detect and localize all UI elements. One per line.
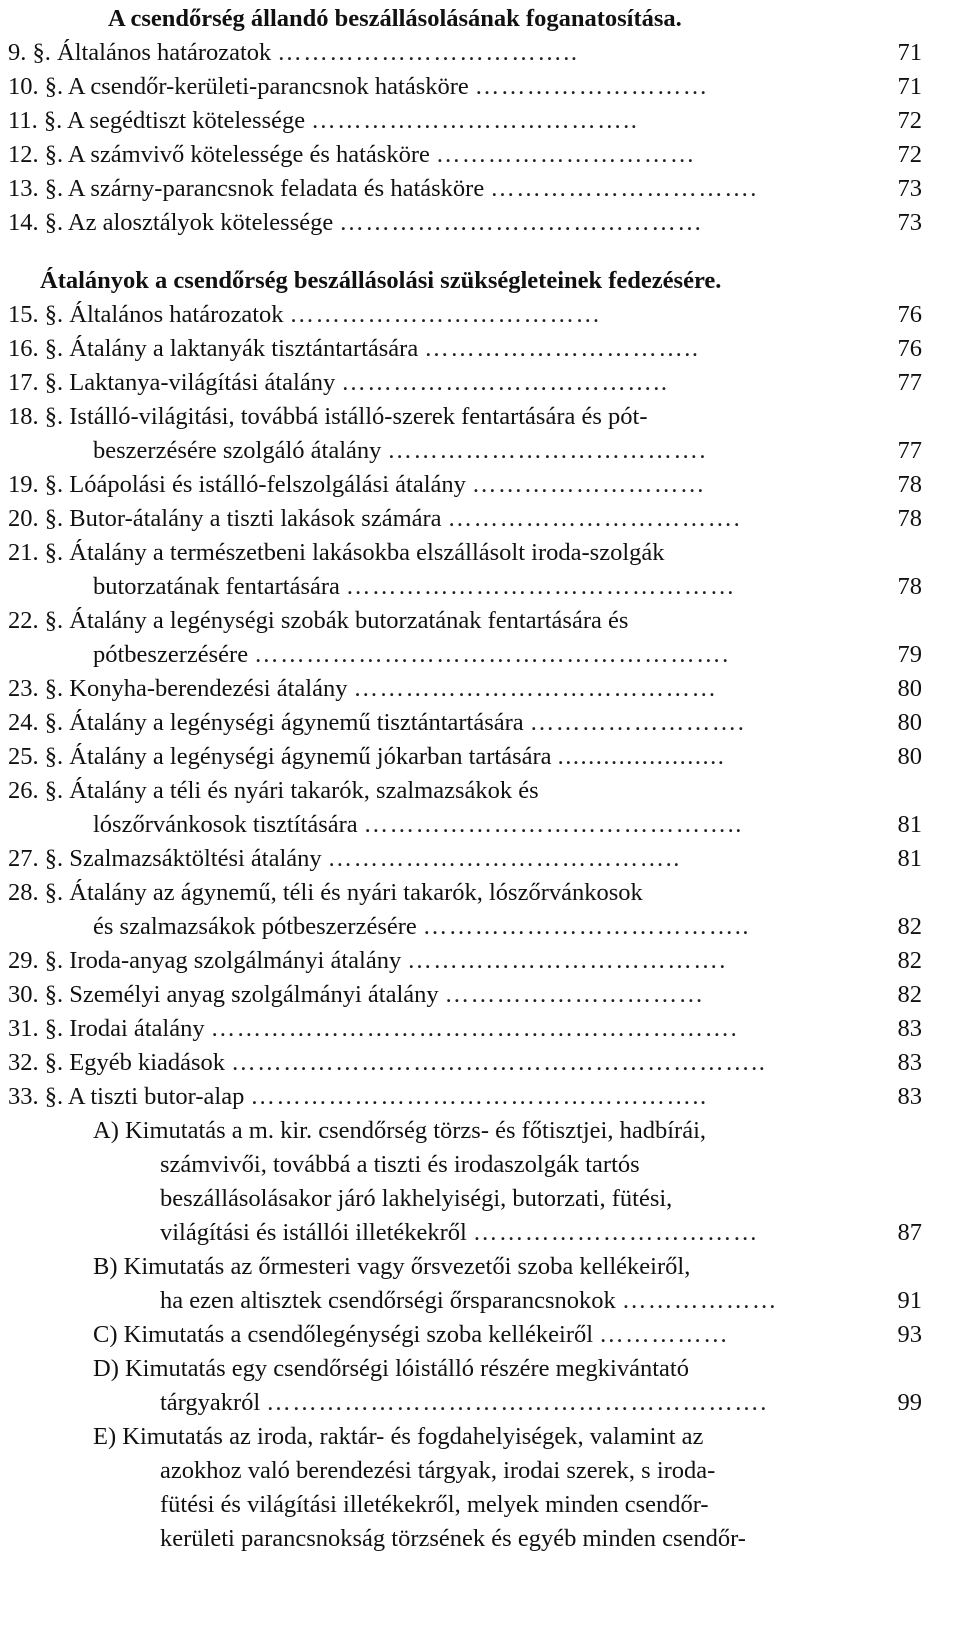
toc-entry-title: 30. §. Személyi anyag szolgálmányi átalány [8,981,439,1008]
toc-entry-title: 23. §. Konyha-berendezési átalány [8,675,348,702]
toc-entry [8,808,922,842]
toc-page [0,2,960,1627]
toc-entry [8,1488,922,1522]
toc-entry [8,172,922,206]
toc-entry-page-number: 83 [897,1049,922,1076]
toc-entry-title: 33. §. A tiszti butor-alap [8,1083,245,1110]
toc-entry-title: butorzatának fentartására [93,573,340,600]
toc-entry [8,70,922,104]
toc-entry [8,1148,922,1182]
toc-entry-page-number: 72 [897,107,922,134]
toc-entry-page-number: 71 [897,73,922,100]
toc-entry-page-number: 78 [897,505,922,532]
toc-entry [8,910,922,944]
toc-dot-leader: …………………………………… [339,209,704,236]
toc-entry [8,298,922,332]
toc-entry [8,1012,922,1046]
toc-dot-leader: ………………………………………………. [254,641,730,668]
toc-entry-title: 19. §. Lóápolási és istálló-felszolgálási átalány [8,471,466,498]
toc-entry-title: 31. §. Irodai átalány [8,1015,205,1042]
toc-dot-leader: …………………………………….. [363,811,743,838]
toc-entry-title: 11. §. A segédtiszt kötelessége [8,107,306,134]
toc-entry-title: tárgyakról [160,1389,261,1416]
toc-dot-leader: …………………………………………………. [266,1389,768,1416]
toc-dot-leader: ……………………………….. [311,107,639,134]
toc-dot-leader: …………………………………… [353,675,718,702]
toc-entry [8,104,922,138]
toc-entry [8,1046,922,1080]
toc-entry-title: 20. §. Butor-átalány a tiszti lakások számára [8,505,442,532]
toc-entry-page-number: 83 [897,1083,922,1110]
toc-dot-leader: ……………………………………… [345,573,736,600]
toc-entry-title: 10. §. A csendőr-kerületi-parancsnok hatásköre [8,73,469,100]
toc-entry-title: E) Kimutatás az iroda, raktár- és fogdahelyiségek, valamint az [93,1423,704,1450]
toc-entry-page-number: 99 [897,1389,922,1416]
toc-entry-page-number: 78 [897,471,922,498]
toc-entry-page-number: 78 [897,573,922,600]
toc-entry [8,468,922,502]
toc-dot-leader: ...................... [557,743,726,770]
toc-entry-title: lószőrvánkosok tisztítására [93,811,358,838]
toc-dot-leader: ……………………. [529,709,746,736]
toc-entry [8,1352,922,1386]
toc-entry [8,740,922,774]
toc-entry-title: 22. §. Átalány a legénységi szobák butorzatának fentartására és [8,607,629,634]
toc-dot-leader: …………………………………………….. [250,1083,708,1110]
toc-entry-page-number: 87 [897,1219,922,1246]
toc-dot-leader: …………………………… [472,1219,759,1246]
toc-entry [8,366,922,400]
toc-entry-title: világítási és istállói illetékekről [160,1219,467,1246]
toc-entry [8,1522,922,1556]
toc-entry-page-number: 81 [897,811,922,838]
toc-entry-page-number: 83 [897,1015,922,1042]
toc-entry-page-number: 73 [897,209,922,236]
toc-entry [8,570,922,604]
toc-entry [8,1250,922,1284]
toc-entry-page-number: 71 [897,39,922,66]
toc-entry [8,672,922,706]
toc-entry-page-number: 79 [897,641,922,668]
toc-entry [8,502,922,536]
toc-entry-title: A) Kimutatás a m. kir. csendőrség törzs- és főtisztjei, hadbírái, [93,1117,707,1144]
toc-entry-page-number: 76 [897,335,922,362]
toc-entry-title: 27. §. Szalmazsáktöltési átalány [8,845,322,872]
toc-entry [8,36,922,70]
toc-entry-page-number: 72 [897,141,922,168]
toc-entry-title: ha ezen altisztek csendőrségi őrsparancsnokok [160,1287,616,1314]
toc-entry-title: beszerzésére szolgáló átalány [93,437,382,464]
toc-entry [8,1454,922,1488]
toc-dot-leader: ……………………………….. [422,913,751,940]
toc-dot-leader: ……………………………………………………. [210,1015,739,1042]
toc-entry-title: C) Kimutatás a csendőlegénységi szoba kellékeiről [93,1321,594,1348]
toc-dot-leader: ………………………………. [407,947,727,974]
toc-dot-leader: ………………………….. [424,335,700,362]
toc-entry-page-number: 80 [897,743,922,770]
toc-entry-page-number: 82 [897,913,922,940]
toc-dot-leader: ………………………… [435,141,696,168]
toc-dot-leader: …………………………….. [277,39,579,66]
toc-dot-leader: ……………………………. [447,505,742,532]
toc-dot-leader: ………………………… [444,981,705,1008]
toc-entry [8,536,922,570]
toc-entry [8,1216,922,1250]
toc-entry-title: kerületi parancsnokság törzsének és egyéb minden csendőr- [160,1525,746,1552]
toc-entry-page-number: 77 [897,369,922,396]
toc-entry-title: 32. §. Egyéb kiadások [8,1049,226,1076]
toc-entry-title: 9. §. Általános határozatok [8,39,272,66]
toc-dot-leader: ……………………………… [289,301,602,328]
toc-entry-title: számvivői, továbbá a tiszti és irodaszolgák tartós [160,1151,640,1178]
toc-entry-title: 24. §. Átalány a legénységi ágynemű tisztántartására [8,709,524,736]
toc-entry [8,944,922,978]
toc-entry-page-number: 80 [897,675,922,702]
toc-entry-title: 25. §. Átalány a legénységi ágynemű jókarban tartására [8,743,552,770]
toc-entry [8,774,922,808]
toc-dot-leader: ………………………………….. [327,845,681,872]
toc-list-first [8,36,922,240]
toc-dot-leader: ……………… [621,1287,778,1314]
toc-entry-page-number: 73 [897,175,922,202]
toc-dot-leader: ……………………… [471,471,706,498]
toc-entry [8,206,922,240]
toc-dot-leader: ……………………… [474,73,709,100]
section-heading-beszallasolas: A csendőrség állandó beszállásolásának foganatosítása. [108,5,682,32]
toc-entry-title: B) Kimutatás az őrmesteri vagy őrsvezetői szoba kellékeiről, [93,1253,691,1280]
toc-entry-title: 12. §. A számvivő kötelessége és hatásköre [8,141,430,168]
toc-entry-title: 26. §. Átalány a téli és nyári takarók, szalmazsákok és [8,777,539,804]
toc-entry [8,1114,922,1148]
toc-dot-leader: ……………………………….. [341,369,669,396]
toc-entry-page-number: 77 [897,437,922,464]
toc-entry [8,1318,922,1352]
toc-entry-title: pótbeszerzésére [93,641,249,668]
toc-dot-leader: …………………………………………………….. [231,1049,767,1076]
toc-entry [8,1284,922,1318]
toc-entry [8,1080,922,1114]
toc-entry [8,138,922,172]
toc-entry-page-number: 76 [897,301,922,328]
toc-entry-title: 16. §. Átalány a laktanyák tisztántartására [8,335,419,362]
toc-entry-page-number: 82 [897,981,922,1008]
toc-dot-leader: …………………………. [490,175,758,202]
toc-entry-title: 29. §. Iroda-anyag szolgálmányi átalány [8,947,402,974]
toc-entry-page-number: 82 [897,947,922,974]
toc-entry-title: 18. §. Istálló-világitási, továbbá istálló-szerek fentartására és pót- [8,403,648,430]
toc-entry-page-number: 93 [897,1321,922,1348]
toc-entry-page-number: 81 [897,845,922,872]
toc-entry [8,876,922,910]
toc-entry [8,1420,922,1454]
toc-entry-title: 21. §. Átalány a természetbeni lakásokba elszállásolt iroda-szolgák [8,539,665,566]
section-heading-atalanyok: Átalányok a csendőrség beszállásolási szükségleteinek fedezésére. [40,267,722,294]
toc-list-second [8,298,922,1556]
toc-entry [8,1386,922,1420]
toc-entry [8,842,922,876]
toc-entry [8,604,922,638]
toc-entry-title: és szalmazsákok pótbeszerzésére [93,913,417,940]
toc-entry [8,706,922,740]
toc-entry [8,434,922,468]
toc-entry-title: 15. §. Általános határozatok [8,301,284,328]
toc-entry [8,400,922,434]
toc-entry-title: 28. §. Átalány az ágynemű, téli és nyári takarók, lószőrvánkosok [8,879,643,906]
toc-entry [8,332,922,366]
toc-dot-leader: …………… [599,1321,730,1348]
toc-entry [8,1182,922,1216]
toc-dot-leader: ………………………………. [387,437,708,464]
toc-entry-title: beszállásolásakor járó lakhelyiségi, butorzati, fütési, [160,1185,673,1212]
toc-entry-title: D) Kimutatás egy csendőrségi lóistálló részére megkivántató [93,1355,689,1382]
toc-entry-title: azokhoz való berendezési tárgyak, irodai szerek, s iroda- [160,1457,716,1484]
toc-entry-page-number: 91 [897,1287,922,1314]
toc-entry-title: fütési és világítási illetékekről, melyek minden csendőr- [160,1491,709,1518]
toc-entry [8,978,922,1012]
toc-entry-title: 14. §. Az alosztályok kötelessége [8,209,334,236]
toc-entry-title: 13. §. A szárny-parancsnok feladata és hatásköre [8,175,485,202]
toc-entry [8,638,922,672]
toc-entry-page-number: 80 [897,709,922,736]
toc-entry-title: 17. §. Laktanya-világítási átalány [8,369,336,396]
